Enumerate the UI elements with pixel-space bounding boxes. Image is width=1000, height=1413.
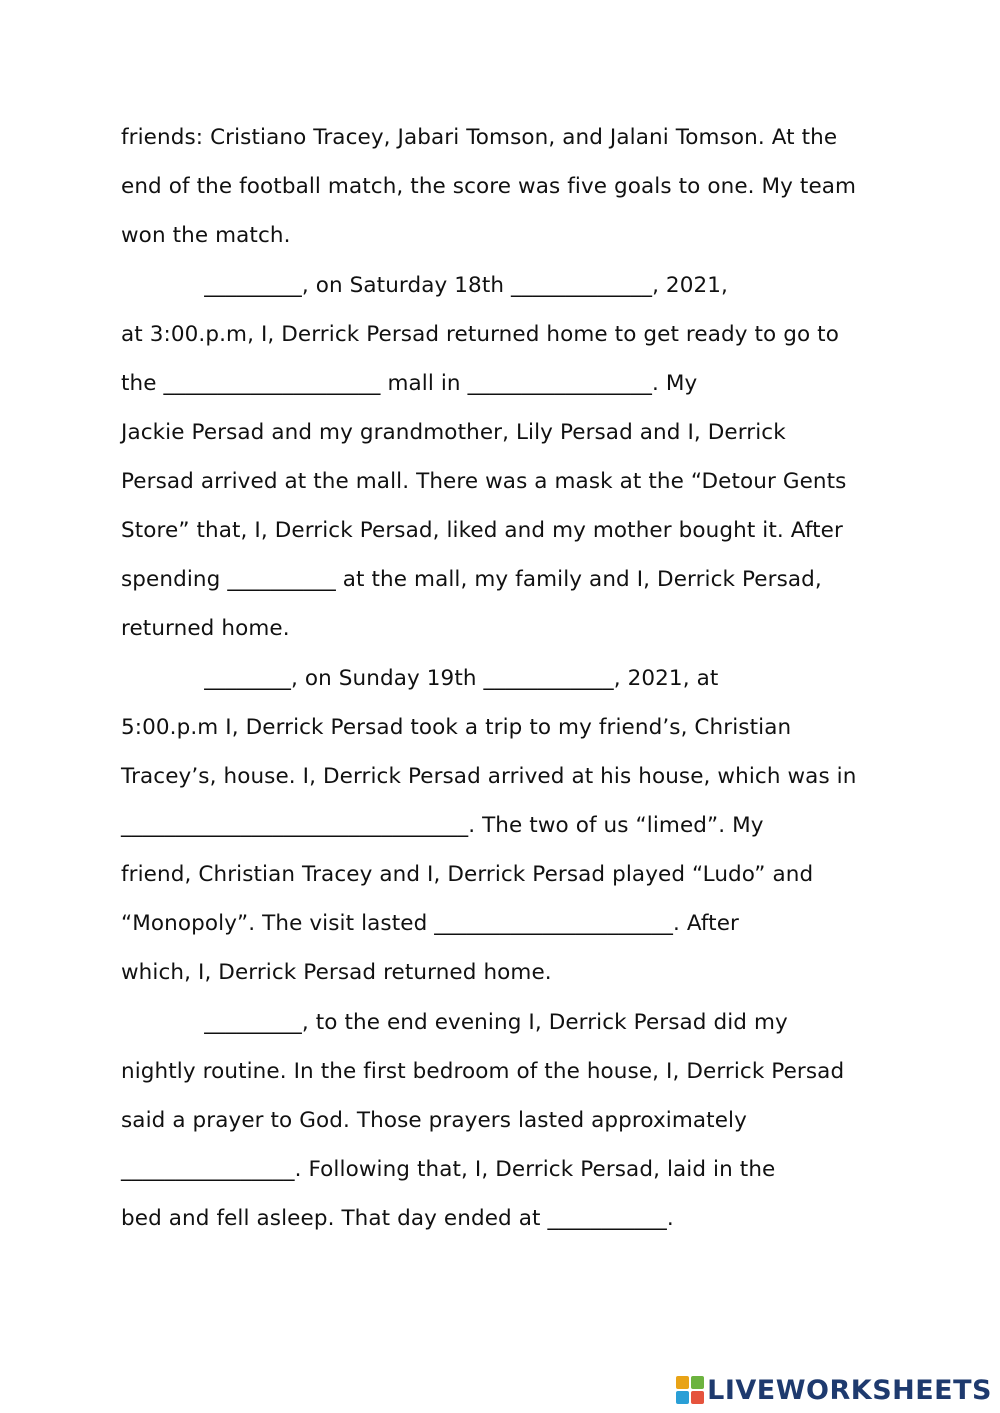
text-line: ________________. Following that, I, Derrick Persad, laid in the: [121, 1157, 776, 1182]
text-line: ________________________________. The two of us “limed”. My: [121, 813, 764, 838]
liveworksheets-logo: [676, 1373, 992, 1407]
text-line: bed and fell asleep. That day ended at ___________.: [121, 1206, 674, 1231]
text-line: Jackie Persad and my grandmother, Lily Persad and I, Derrick: [121, 420, 786, 445]
text-line: ________, on Sunday 19th ____________, 2021, at: [121, 666, 719, 691]
text-line: Persad arrived at the mall. There was a mask at the “Detour Gents: [121, 469, 847, 494]
text-line: Tracey’s, house. I, Derrick Persad arrived at his house, which was in: [121, 764, 857, 789]
text-line: end of the football match, the score was five goals to one. My team: [121, 174, 857, 199]
text-line: spending __________ at the mall, my family and I, Derrick Persad,: [121, 567, 822, 592]
text-line: the ____________________ mall in _________________. My: [121, 371, 698, 396]
text-line: friend, Christian Tracey and I, Derrick Persad played “Ludo” and: [121, 862, 814, 887]
text-line: said a prayer to God. Those prayers lasted approximately: [121, 1108, 747, 1133]
text-line: _________, to the end evening I, Derrick Persad did my: [121, 1010, 788, 1035]
text-line: won the match.: [121, 223, 291, 248]
text-line: _________, on Saturday 18th _____________, 2021,: [121, 273, 728, 298]
text-line: returned home.: [121, 616, 290, 641]
text-line: friends: Cristiano Tracey, Jabari Tomson, and Jalani Tomson. At the: [121, 125, 838, 150]
text-line: which, I, Derrick Persad returned home.: [121, 960, 552, 985]
text-line: at 3:00.p.m, I, Derrick Persad returned home to get ready to go to: [121, 322, 839, 347]
text-line: nightly routine. In the first bedroom of the house, I, Derrick Persad: [121, 1059, 845, 1084]
text-line: 5:00.p.m I, Derrick Persad took a trip to my friend’s, Christian: [121, 715, 792, 740]
logo-icon: [676, 1376, 704, 1404]
text-line: Store” that, I, Derrick Persad, liked and my mother bought it. After: [121, 518, 843, 543]
text-line: “Monopoly”. The visit lasted ______________________. After: [121, 911, 739, 936]
logo-text: LIVEWORKSHEETS: [707, 1374, 992, 1406]
